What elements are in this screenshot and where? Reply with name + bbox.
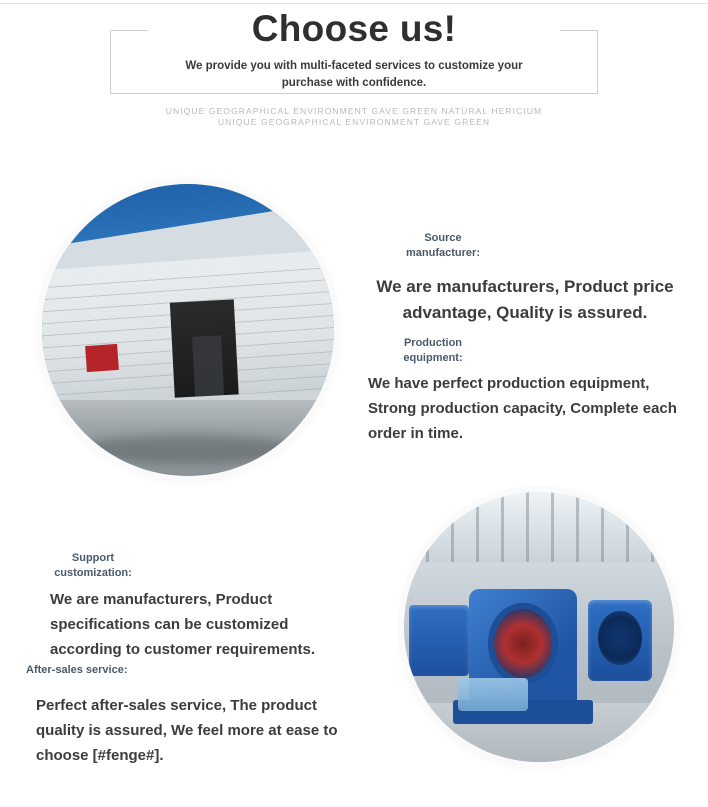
page-title: Choose us! [251,8,457,49]
tag-support-customization: Support customization: [54,552,132,579]
fan-right-intake [598,611,641,665]
fan-protective-wrap [458,678,528,710]
factory-building-photo [42,184,334,476]
tag-production-equipment: Production equipment: [403,337,463,364]
red-sign [85,344,119,372]
tag-after-sales-service: After-sales service: [26,664,128,676]
text-support-customization: We are manufacturers, Product specifications can be customized according to customer requirements. [50,591,316,658]
text-after-sales-service: Perfect after-sales service, The product quality is assured, We feel more at ease to choose [#fenge#]. [36,697,338,764]
text-source-manufacturer: We are manufacturers, Product price advantage, Quality is assured. [376,277,674,322]
page-subtitle: We provide you with multi-faceted services to customize your purchase with confidence. [185,60,523,89]
fan-unit-left [409,605,468,675]
caption-line-1: UNIQUE GEOGRAPHICAL ENVIRONMENT GAVE GREEN NATURAL HERICIUM [165,106,543,116]
roof-beams [404,492,674,562]
caption-line-2: UNIQUE GEOGRAPHICAL ENVIRONMENT GAVE GREEN [217,117,491,127]
header [0,0,708,140]
top-divider [0,3,708,4]
tag-source-manufacturer: Source manufacturer: [406,232,480,259]
text-production-equipment: We have perfect production equipment, Strong production capacity, Complete each order in time. [368,375,677,442]
fan-main-intake [488,603,558,684]
blue-fans-photo [404,492,674,762]
